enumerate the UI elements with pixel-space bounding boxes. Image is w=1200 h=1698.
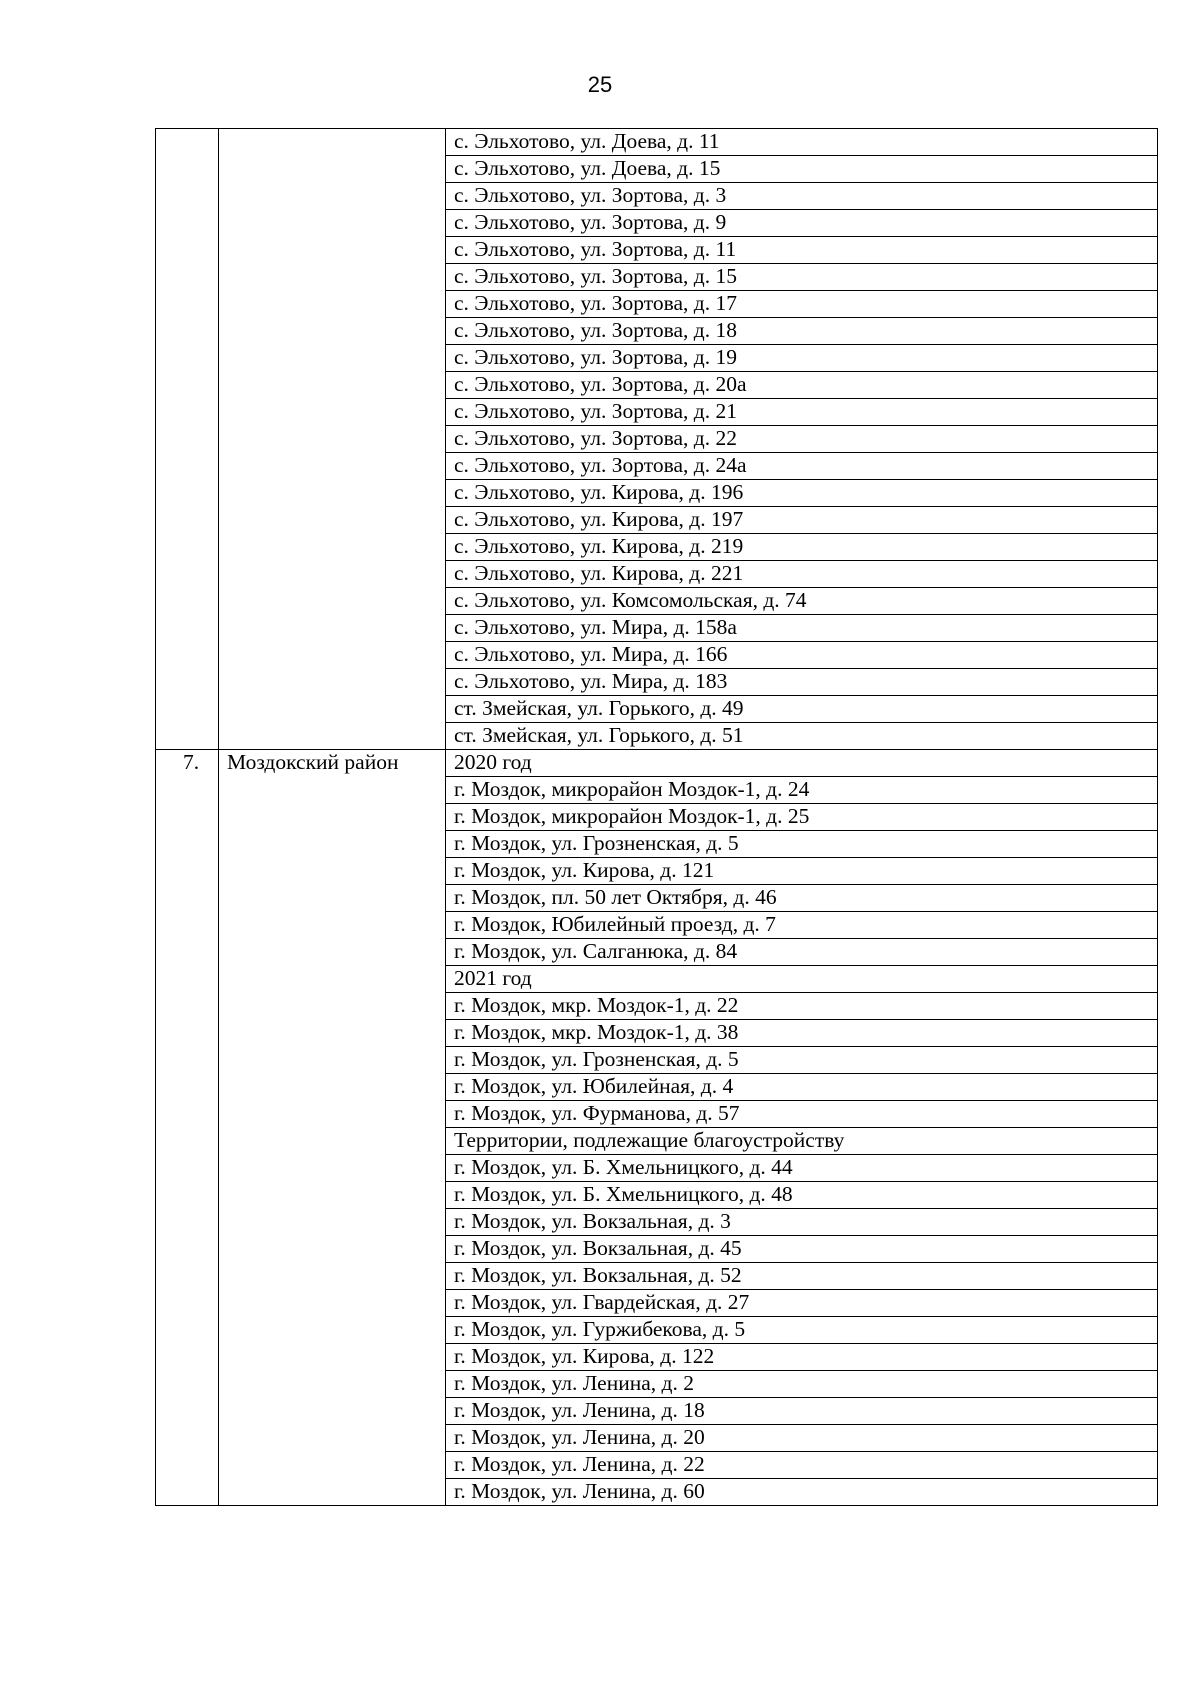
address-table-body xyxy=(156,129,1158,1506)
address-cell: г. Моздок, ул. Вокзальная, д. 3 xyxy=(446,1209,1158,1236)
address-cell: г. Моздок, ул. Гвардейская, д. 27 xyxy=(446,1290,1158,1317)
address-cell: г. Моздок, микрорайон Моздок-1, д. 24 xyxy=(446,777,1158,804)
address-cell: с. Эльхотово, ул. Зортова, д. 17 xyxy=(446,291,1158,318)
address-cell: г. Моздок, мкр. Моздок-1, д. 38 xyxy=(446,1020,1158,1047)
address-cell: с. Эльхотово, ул. Зортова, д. 3 xyxy=(446,183,1158,210)
address-cell: г. Моздок, ул. Б. Хмельницкого, д. 44 xyxy=(446,1155,1158,1182)
address-cell: с. Эльхотово, ул. Кирова, д. 197 xyxy=(446,507,1158,534)
table-row xyxy=(156,750,1158,777)
district-cell xyxy=(219,129,446,750)
address-cell: г. Моздок, ул. Гуржибекова, д. 5 xyxy=(446,1317,1158,1344)
address-cell: г. Моздок, ул. Салганюка, д. 84 xyxy=(446,939,1158,966)
address-cell: с. Эльхотово, ул. Мира, д. 158а xyxy=(446,615,1158,642)
address-cell: г. Моздок, ул. Кирова, д. 122 xyxy=(446,1344,1158,1371)
address-cell: с. Эльхотово, ул. Мира, д. 183 xyxy=(446,669,1158,696)
address-cell: ст. Змейская, ул. Горького, д. 51 xyxy=(446,723,1158,750)
address-cell: г. Моздок, ул. Ленина, д. 60 xyxy=(446,1479,1158,1506)
address-cell: г. Моздок, ул. Ленина, д. 22 xyxy=(446,1452,1158,1479)
address-cell: 2021 год xyxy=(446,966,1158,993)
row-number-cell xyxy=(156,129,219,750)
address-cell: г. Моздок, ул. Б. Хмельницкого, д. 48 xyxy=(446,1182,1158,1209)
address-cell: с. Эльхотово, ул. Зортова, д. 19 xyxy=(446,345,1158,372)
address-cell: с. Эльхотово, ул. Зортова, д. 11 xyxy=(446,237,1158,264)
address-cell: с. Эльхотово, ул. Мира, д. 166 xyxy=(446,642,1158,669)
district-cell: Моздокский район xyxy=(219,750,446,1506)
address-cell: с. Эльхотово, ул. Кирова, д. 219 xyxy=(446,534,1158,561)
address-table xyxy=(155,128,1158,1506)
address-cell: г. Моздок, ул. Юбилейная, д. 4 xyxy=(446,1074,1158,1101)
address-cell: с. Эльхотово, ул. Зортова, д. 21 xyxy=(446,399,1158,426)
address-cell: с. Эльхотово, ул. Кирова, д. 196 xyxy=(446,480,1158,507)
address-cell: г. Моздок, ул. Грозненская, д. 5 xyxy=(446,1047,1158,1074)
address-cell: г. Моздок, ул. Вокзальная, д. 45 xyxy=(446,1236,1158,1263)
row-number-cell: 7. xyxy=(156,750,219,1506)
address-cell: г. Моздок, мкр. Моздок-1, д. 22 xyxy=(446,993,1158,1020)
address-cell: с. Эльхотово, ул. Зортова, д. 9 xyxy=(446,210,1158,237)
address-cell: г. Моздок, ул. Ленина, д. 18 xyxy=(446,1398,1158,1425)
address-cell: ст. Змейская, ул. Горького, д. 49 xyxy=(446,696,1158,723)
address-cell: с. Эльхотово, ул. Зортова, д. 18 xyxy=(446,318,1158,345)
address-cell: с. Эльхотово, ул. Доева, д. 11 xyxy=(446,129,1158,156)
address-cell: с. Эльхотово, ул. Зортова, д. 15 xyxy=(446,264,1158,291)
address-cell: г. Моздок, пл. 50 лет Октября, д. 46 xyxy=(446,885,1158,912)
address-cell: 2020 год xyxy=(446,750,1158,777)
table-row xyxy=(156,129,1158,156)
address-cell: г. Моздок, ул. Вокзальная, д. 52 xyxy=(446,1263,1158,1290)
address-cell: Территории, подлежащие благоустройству xyxy=(446,1128,1158,1155)
page-number: 25 xyxy=(587,72,613,97)
address-cell: г. Моздок, ул. Грозненская, д. 5 xyxy=(446,831,1158,858)
address-cell: г. Моздок, ул. Фурманова, д. 57 xyxy=(446,1101,1158,1128)
address-cell: с. Эльхотово, ул. Зортова, д. 24а xyxy=(446,453,1158,480)
address-cell: г. Моздок, ул. Кирова, д. 121 xyxy=(446,858,1158,885)
address-cell: г. Моздок, ул. Ленина, д. 20 xyxy=(446,1425,1158,1452)
address-cell: г. Моздок, ул. Ленина, д. 2 xyxy=(446,1371,1158,1398)
address-cell: с. Эльхотово, ул. Доева, д. 15 xyxy=(446,156,1158,183)
address-cell: г. Моздок, микрорайон Моздок-1, д. 25 xyxy=(446,804,1158,831)
address-cell: с. Эльхотово, ул. Комсомольская, д. 74 xyxy=(446,588,1158,615)
address-cell: с. Эльхотово, ул. Кирова, д. 221 xyxy=(446,561,1158,588)
address-cell: с. Эльхотово, ул. Зортова, д. 22 xyxy=(446,426,1158,453)
address-cell: г. Моздок, Юбилейный проезд, д. 7 xyxy=(446,912,1158,939)
address-cell: с. Эльхотово, ул. Зортова, д. 20а xyxy=(446,372,1158,399)
